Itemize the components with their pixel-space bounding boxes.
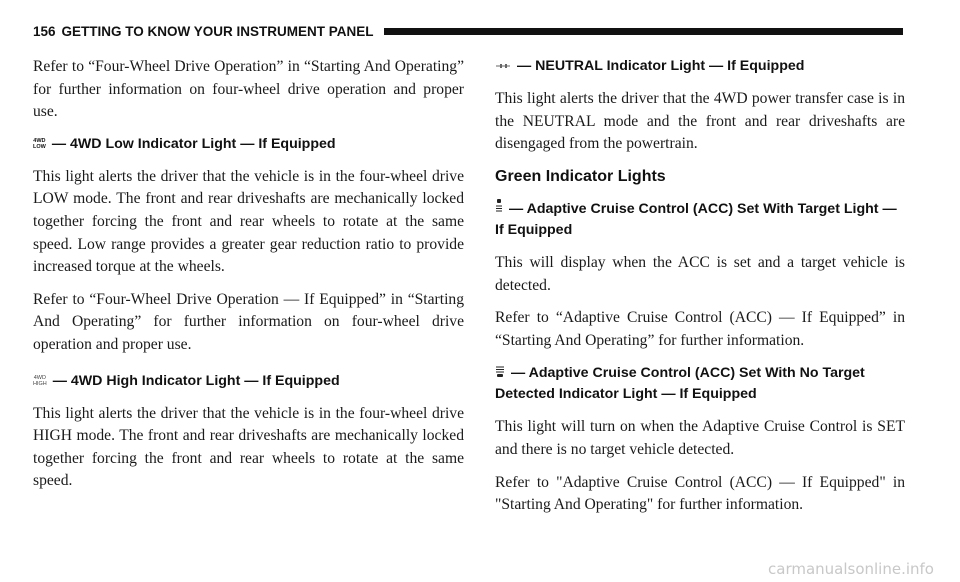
acc-target-paragraph: This will display when the ACC is set and a target vehicle is detected.	[495, 254, 905, 294]
4wd-low-refer-paragraph: Refer to “Four-Wheel Drive Operation — If Equipped” in “Starting And Operating” for further information on four-wheel drive operation and proper use.	[33, 290, 464, 353]
right-column	[495, 56, 905, 527]
left-column	[33, 56, 464, 503]
4wd-high-paragraph: This light alerts the driver that the vehicle is in the four-wheel drive HIGH mode. The front and rear driveshafts are mechanically locked together forcing the front and rear wheels to rotate at the same speed.	[33, 404, 464, 490]
acc-target-refer-paragraph: Refer to “Adaptive Cruise Control (ACC) — If Equipped” in “Starting And Operating” for further information.	[495, 309, 905, 349]
acc-target-heading: — Adaptive Cruise Control (ACC) Set With Target Light — If Equipped	[495, 198, 905, 240]
4wd-low-heading: 4WD LOW — 4WD Low Indicator Light — If Equipped	[33, 135, 336, 152]
acc-no-target-refer-paragraph: Refer to "Adaptive Cruise Control (ACC) — If Equipped" in "Starting And Operating" for further information.	[495, 473, 905, 514]
intro-paragraph: Refer to “Four-Wheel Drive Operation” in “Starting And Operating” for further information on four-wheel drive operation and proper use.	[33, 58, 464, 121]
acc-no-target-icon	[495, 362, 505, 384]
4wd-high-icon: 4WD HIGH	[33, 374, 47, 387]
4wd-low-icon: 4WD LOW	[33, 138, 46, 151]
neutral-paragraph: This light alerts the driver that the 4WD power transfer case is in the NEUTRAL mode and the front and rear driveshafts are disengaged from the powertrain.	[495, 90, 905, 153]
acc-target-icon	[495, 198, 503, 220]
acc-no-target-paragraph: This light will turn on when the Adaptive Cruise Control is SET and there is no target vehicle detected.	[495, 418, 905, 458]
4wd-high-heading: 4WD HIGH — 4WD High Indicator Light — If Equipped	[33, 372, 340, 389]
page-header	[33, 20, 903, 42]
4wd-low-paragraph: This light alerts the driver that the vehicle is in the four-wheel drive LOW mode. The front and rear driveshafts are mechanically locked together forcing the front and rear wheels to rotate at the same speed. Low range provides a greater gear reduction ratio to provide increased torque at the wheels.	[33, 167, 464, 276]
header-title: GETTING TO KNOW YOUR INSTRUMENT PANEL	[61, 23, 374, 39]
header-rule	[384, 28, 903, 35]
acc-no-target-heading: — Adaptive Cruise Control (ACC) Set With No Target Detected Indicator Light — If Equipped	[495, 362, 905, 404]
neutral-heading: — NEUTRAL Indicator Light — If Equipped	[495, 56, 905, 76]
watermark: carmanualsonline.info	[768, 560, 934, 578]
neutral-icon	[495, 56, 511, 76]
green-indicator-title: Green Indicator Lights	[495, 168, 666, 186]
page-number: 156	[33, 23, 56, 39]
